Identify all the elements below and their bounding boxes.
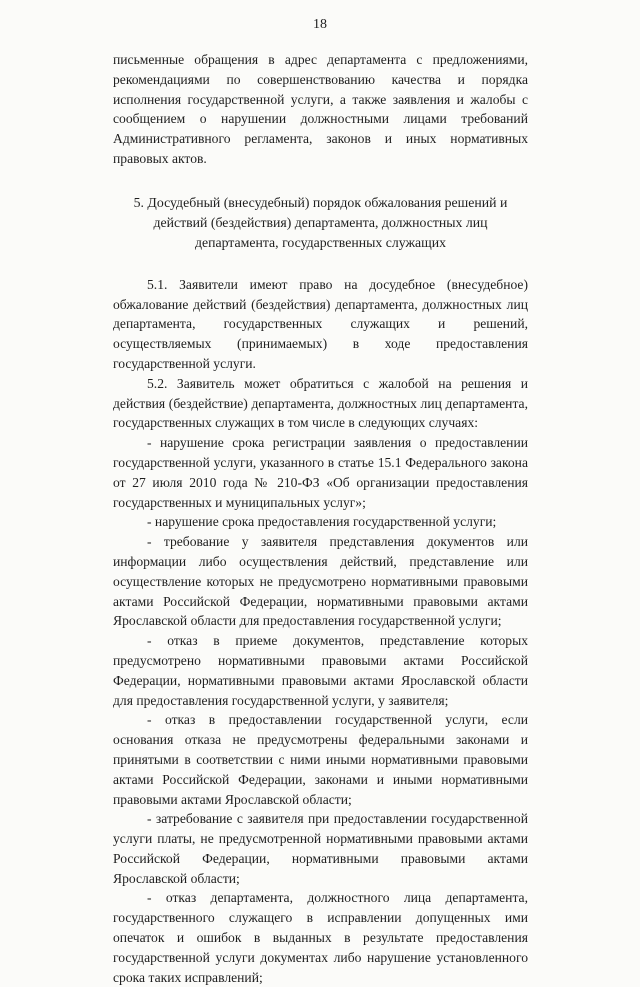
section-heading-line-2: действий (бездействия) департамента, должностных лиц [153,214,488,230]
list-item-extra-documents: - требование у заявителя представления документов или информации либо осуществления действий, представление или осуществление которых не предусмотрено нормативными правовыми актами Российской Федерации, нормативными правовыми актами Ярославской области для предоставления государственной услуги; [113,534,528,629]
paragraph-5-1: 5.1. Заявители имеют право на досудебное (внесудебное) обжалование действий (бездействия) департамента, должностных лиц департамента, государственных служащих и решений, осуществляемых (принимаемых) в ходе предоставления государственной услуги. [113,276,528,371]
list-item-registration-deadline: - нарушение срока регистрации заявления о предоставлении государственной услуги, указанного в статье 15.1 Федерального закона от 27 июля 2010 года № 210-ФЗ «Об организации предоставления государственных и муниципальных услуг»; [113,435,528,510]
list-item-service-deadline: - нарушение срока предоставления государственной услуги; [147,514,497,530]
paragraph-5-2: 5.2. Заявитель может обратиться с жалобой на решения и действия (бездействие) департамента, должностных лиц департамента, государственных служащих в том числе в следующих случаях: [113,375,528,431]
list-item-document-refusal: - отказ в приеме документов, представление которых предусмотрено нормативными правовыми актами Российской Федерации, нормативными правовыми актами Ярославской области для предоставления государственной услуги, у заявителя; [113,633,528,708]
section-heading [113,193,528,253]
list-item-correction-refusal: - отказ департамента, должностного лица департамента, государственного служащего в исправлении допущенных ими опечаток и ошибок в выданных в результате предоставления государственной услуги документах либо нарушение установленного срока таких исправлений; [113,890,528,985]
list-item-fee-demand: - затребование с заявителя при предоставлении государственной услуги платы, не предусмотренной нормативными правовыми актами Российской Федерации, нормативными правовыми актами Ярославской области; [113,811,528,886]
page-number: 18 [313,17,327,32]
intro-paragraph: письменные обращения в адрес департамента с предложениями, рекомендациями по совершенствованию качества и порядка исполнения государственной услуги, а также заявления и жалобы с сообщением о нарушении должностными лицами требований Административного регламента, законов и иных нормативных правовых актов. [113,52,528,166]
list-item-service-refusal: - отказ в предоставлении государственной услуги, если основания отказа не предусмотрены федеральными законами и принятыми в соответствии с ними иными нормативными правовыми актами Российской Федерации, законами и иными нормативными правовыми актами Ярославской области; [113,712,528,807]
section-heading-line-3: департамента, государственных служащих [194,234,447,250]
section-heading-line-1: 5. Досудебный (внесудебный) порядок обжалования решений и [133,194,508,210]
